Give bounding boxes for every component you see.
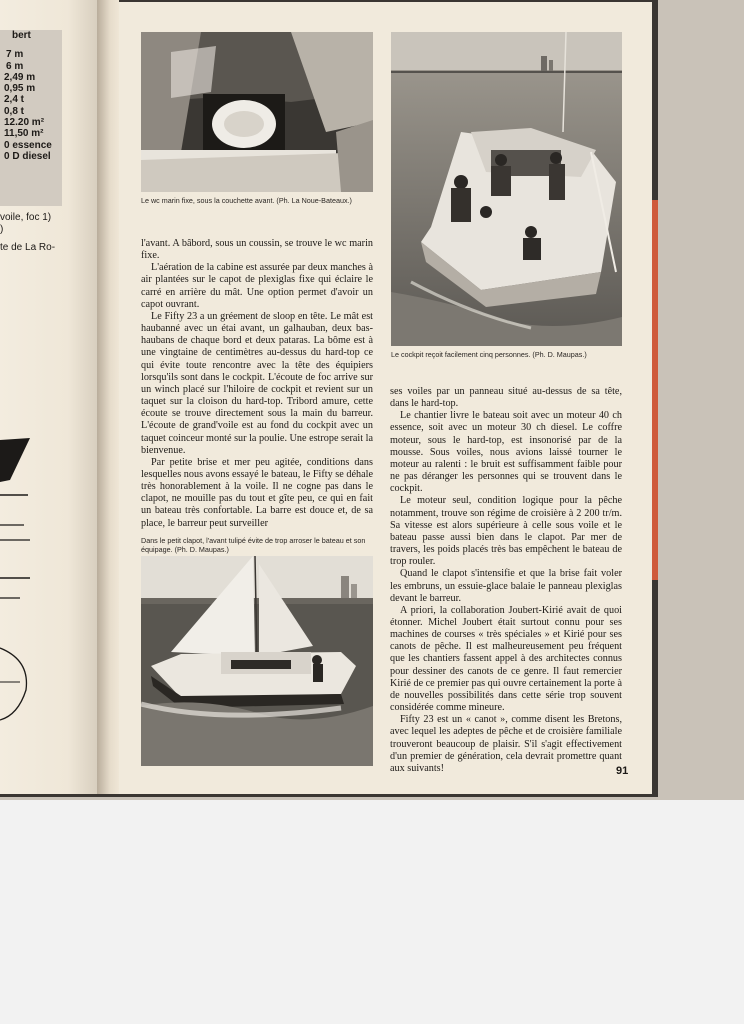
- spec-line: 0 essence: [4, 139, 52, 151]
- sailing-photo: [141, 556, 373, 766]
- page-number: 91: [616, 765, 629, 777]
- article-paragraph: l'avant. A bâbord, sous un coussin, se trouve le wc marin fixe.: [141, 238, 373, 262]
- right-page: [119, 2, 652, 794]
- left-note-line: voile, foc 1): [0, 212, 52, 223]
- spec-line: 0,95 m: [4, 83, 36, 95]
- page-edge-tab: [652, 200, 658, 580]
- article-column-1: [141, 238, 373, 530]
- left-credit-line: te de La Ro-: [0, 242, 56, 253]
- article-paragraph: A priori, la collaboration Joubert-Kirié avait de quoi étonner. Michel Joubert était surtout connu pour ses machines de courses « très spéciales » et Kirié pour ses canots de pêche. Il est malheureusement peu fréquent que les chantiers fassent appel à des architectes connus pour dessiner des canots de ce genre. Il faut remercier Kirié de ce premier pas qui ouvre certainement la porte à de nouvelles possibilités dans cette série trop souvent considérée comme mineure.: [390, 604, 622, 714]
- article-column-2: [390, 386, 622, 775]
- spec-line: 11,50 m²: [4, 128, 44, 140]
- article-paragraph: Quand le clapot s'intensifie et que la brise fait voler les embruns, un essuie-glace balaie le panneau plexiglas devant le barreur.: [390, 568, 622, 604]
- article-paragraph: Fifty 23 est un « canot », comme disent les Bretons, avec lequel les adeptes de pêche et de croisière familiale trouveront beaucoup de plaisir. S'il s'agit effectivement d'un premier de génération, cela devrait promettre quant aux suivants!: [390, 714, 622, 774]
- article-paragraph: Le Fifty 23 a un gréement de sloop en tête. Le mât est haubanné avec un étai avant, un galhauban, deux bas-haubans de chaque bord et deux pataras. La bôme est à une vingtaine de centimètres au-dessus du hard-top ce qui évite toute rencontre avec la tête des équipiers lorsqu'ils sont dans le cockpit. L'écoute de foc arrive sur un winch placé sur l'hiloire de cockpit et revient sur un taquet sur la cloison du hard-top. Tribord amure, cette écoute se trouve directement sous la main du barreur. L'écoute de grand'voile est au fond du cockpit avec un taquet coinceur monté sur la poulie. Une estrope serait la bienvenue.: [141, 310, 373, 456]
- hull-drawing: [0, 420, 97, 750]
- specs-header: bert: [12, 30, 31, 41]
- spec-line: 2,49 m: [4, 71, 36, 83]
- spec-line: 0 D diesel: [4, 150, 51, 162]
- left-note-line: ): [0, 224, 4, 235]
- left-page: [0, 0, 97, 794]
- spec-line: 2,4 t: [4, 94, 25, 106]
- sailing-photo-caption: Dans le petit clapot, l'avant tulipé évite de trop arroser le bateau et son équipage. (Ph. D. Maupas.): [141, 536, 366, 554]
- cockpit-photo-caption: Le cockpit reçoit facilement cinq personnes. (Ph. D. Maupas.): [391, 350, 587, 359]
- article-paragraph: Par petite brise et mer peu agitée, conditions dans lesquelles nous avons essayé le bateau, le Fifty se déhale très honorablement à la voile. Il ne cogne pas dans le clapot, ne mouille pas du tout et gîte peu, ce qui en fait un bateau très confortable. La barre est douce et, de sa place, le barreur peut surveiller: [141, 456, 373, 529]
- spec-line: 6 m: [6, 60, 24, 72]
- specs-box: [0, 30, 62, 206]
- article-paragraph: Le moteur seul, condition logique pour la pêche notamment, trouve son régime de croisière à 2 200 tr/m. Sa vitesse est alors supérieure à celle sous voile et le bateau passe aussi bien dans le clapot. Par mer de travers, les poids placés très bas empêchent le bateau de trop rouler.: [390, 495, 622, 568]
- cockpit-photo: [391, 32, 622, 346]
- article-paragraph: L'aération de la cabine est assurée par deux manches à air plantées sur le capot de plexiglas fixe qui éclaire le carré en arrière du mât. Une option permet d'avoir un capot ouvrant.: [141, 262, 373, 310]
- spec-line: 12.20 m²: [4, 117, 45, 129]
- spec-line: 7 m: [6, 49, 24, 61]
- article-paragraph: ses voiles par un panneau situé au-dessus de sa tête, dans le hard-top.: [390, 386, 622, 410]
- spec-line: 0,8 t: [4, 105, 25, 117]
- wc-photo-caption: Le wc marin fixe, sous la couchette avant. (Ph. La Noue-Bateaux.): [141, 196, 352, 205]
- wc-photo: [141, 32, 373, 192]
- article-paragraph: Le chantier livre le bateau soit avec un moteur 40 ch essence, soit avec un moteur 30 ch diesel. Le coffre moteur, sous le hard-top, est insonorisé par de la mousse. Sous voiles, nous avions laissé tourner le moteur au ralenti : le bruit est suffisamment faible pour ne pas déranger les personnes qui se trouvent dans le cockpit.: [390, 410, 622, 495]
- book-gutter: [97, 0, 119, 794]
